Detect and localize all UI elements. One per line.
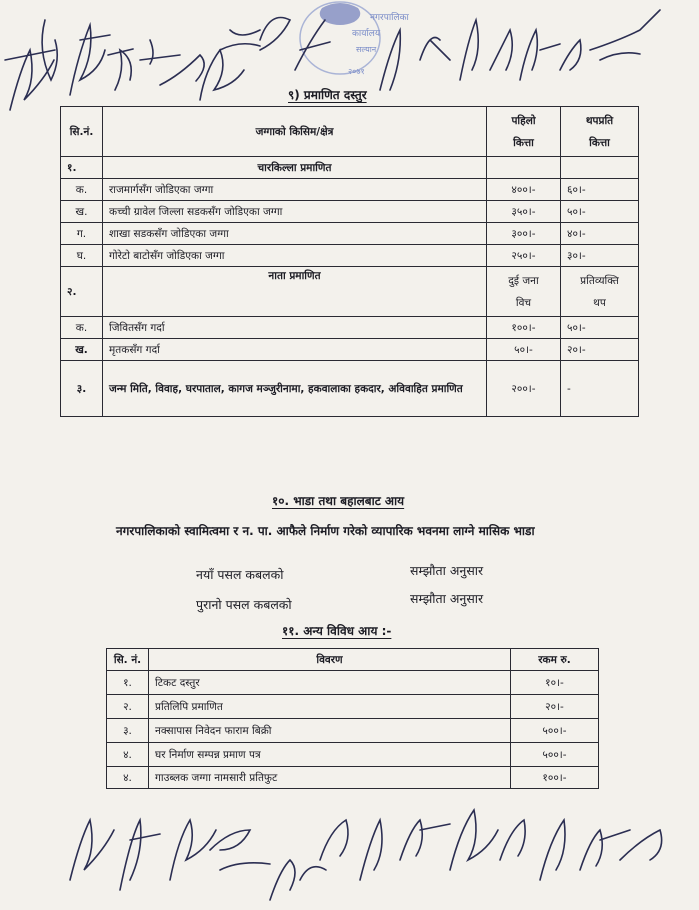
header-extra-parcel: थपप्रति कित्ता xyxy=(561,107,639,157)
table-row: घ. गोरेटो बाटोसँग जोडिएका जग्गा २५०।- ३०।- xyxy=(61,245,639,267)
old-shop-label: पुरानो पसल कबलको xyxy=(196,597,292,612)
seal-line-1: नगरपालिका xyxy=(370,13,409,23)
header-first-parcel: पहिलो कित्ता xyxy=(487,107,561,157)
table-row: ३. नक्सापास निवेदन फाराम बिक्री ५००।- xyxy=(107,719,599,743)
section10-subtitle: नगरपालिकाको स्वामित्वमा र न. पा. आफैले निर्माण गरेको व्यापारिक भवनमा लाग्ने मासिक भाडा xyxy=(116,524,535,538)
group-row: १. चारकिल्ला प्रमाणित xyxy=(61,157,639,179)
seal-line-3: सल्यान xyxy=(356,45,377,54)
table-row: ख. कच्ची ग्रावेल जिल्ला सडकसँग जोडिएका जग्गा ३५०।- ५०।- xyxy=(61,201,639,223)
section11-title: ११. अन्य विविध आय :- xyxy=(282,624,392,638)
header-sn: सि. नं. xyxy=(107,649,149,671)
table-row: ४. घर निर्माण सम्पन्न प्रमाण पत्र ५००।- xyxy=(107,743,599,767)
table-row: ४. गाउब्लक जग्गा नामसारी प्रतिफुट १००।- xyxy=(107,767,599,789)
table-row: क. राजमार्गसँग जोडिएका जग्गा ४००।- ६०।- xyxy=(61,179,639,201)
seal-line-2: कार्यालय xyxy=(352,29,381,39)
new-shop-label: नयाँ पसल कबलको xyxy=(196,567,284,582)
old-shop-value: सम्झौता अनुसार xyxy=(410,591,484,606)
section9-title: ९) प्रमाणित दस्तुर xyxy=(288,88,367,102)
signatures-bottom xyxy=(70,810,662,900)
seal-line-4: २०७१ xyxy=(348,67,365,76)
group-row: २. नाता प्रमाणित दुई जना विच प्रतिव्यक्ति थप xyxy=(61,267,639,317)
header-land-type: जग्गाको किसिम/क्षेत्र xyxy=(103,107,487,157)
table-row: ग. शाखा सडकसँग जोडिएका जग्गा ३००।- ४०।- xyxy=(61,223,639,245)
header-amount: रकम रु. xyxy=(511,649,599,671)
header-description: विवरण xyxy=(149,649,511,671)
table-header-row xyxy=(61,107,639,157)
new-shop-value: सम्झौता अनुसार xyxy=(410,563,484,578)
table-row: ख. मृतकसँग गर्दा ५०।- २०।- xyxy=(61,339,639,361)
seal xyxy=(300,2,410,76)
table-header-row xyxy=(107,649,599,671)
table-row: १. टिकट दस्तुर १०।- xyxy=(107,671,599,695)
misc-income-table xyxy=(106,648,599,789)
section10-title: १०. भाडा तथा बहालबाट आय xyxy=(272,494,405,508)
table-row: ३. जन्म मिति, विवाह, घरपाताल, कागज मञ्जुरीनामा, हकवालाका हकदार, अविवाहित प्रमाणित २००।- - xyxy=(61,361,639,417)
header-sn: सि.नं. xyxy=(61,107,103,157)
table-row: क. जिवितसँग गर्दा १००।- ५०।- xyxy=(61,317,639,339)
certification-fee-table xyxy=(60,106,639,417)
table-row: २. प्रतिलिपि प्रमाणित २०।- xyxy=(107,695,599,719)
